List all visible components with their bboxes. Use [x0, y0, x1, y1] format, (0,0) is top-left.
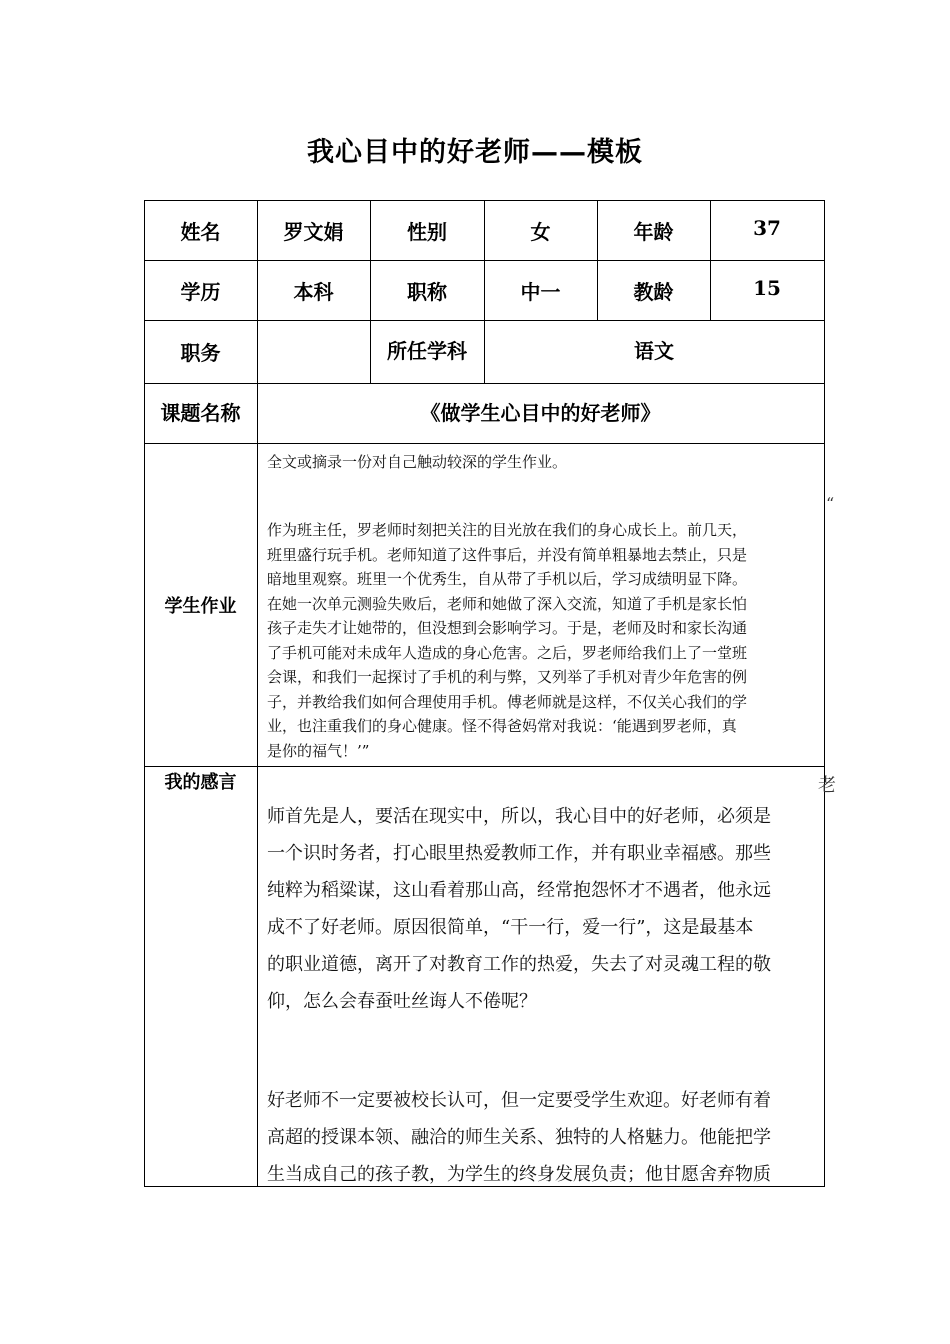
homework-line: 是你的福气！’”	[267, 741, 370, 760]
homework-line: 在她一次单元测验失败后，老师和她做了深入交流，知道了手机是家长怕	[267, 594, 748, 613]
gender-value: 女	[530, 219, 551, 244]
table-border	[824, 200, 825, 1186]
rank-label: 职称	[407, 279, 447, 304]
age-label: 年龄	[633, 219, 674, 244]
reflection-line: 一个识时务者，打心眼里热爱教师工作，并有职业幸福感。那些	[267, 843, 771, 864]
reflection-line: 纯粹为稻粱谋，这山看着那山高，经常抱怨怀才不遇者，他永远	[267, 880, 771, 901]
teaching-years-label: 教龄	[633, 279, 674, 304]
reflection-paragraph-1	[267, 798, 807, 1020]
reflection-paragraph-2	[267, 1082, 807, 1193]
reflection-line: 好老师不一定要被校长认可，但一定要受学生欢迎。好老师有着	[267, 1090, 771, 1111]
position-label: 职务	[180, 341, 221, 365]
homework-line: 会课，和我们一起探讨了手机的利与弊，又列举了手机对青少年危害的例	[267, 668, 748, 686]
subject-label: 所任学科	[387, 338, 467, 363]
topic-value: 《做学生心目中的好老师》	[420, 400, 661, 425]
age-value: 37	[753, 216, 781, 240]
teaching-years-value: 15	[753, 276, 781, 300]
reflection-label: 我的感言	[164, 772, 237, 793]
homework-text	[267, 518, 807, 763]
position-value	[257, 320, 370, 383]
homework-line: 孩子走失才让她带的，但没想到会影响学习。于是，老师及时和家长沟通	[267, 619, 748, 637]
homework-label: 学生作业	[164, 595, 237, 617]
table-border	[144, 766, 825, 767]
name-value: 罗文娟	[283, 219, 344, 244]
name-label: 姓名	[180, 219, 221, 244]
education-value: 本科	[293, 279, 334, 304]
reflection-line: 高超的授课本领、融洽的师生关系、独特的人格魅力。他能把学	[267, 1127, 771, 1148]
reflection-line: 成不了好老师。原因很简单，“干一行，爱一行”，这是最基本	[267, 917, 754, 938]
homework-intro: 全文或摘录一份对自己触动较深的学生作业。	[267, 453, 568, 471]
reflection-line: 生当成自己的孩子教，为学生的终身发展负责；他甘愿舍弃物质	[267, 1164, 771, 1185]
homework-line: 子，并教给我们如何合理使用手机。傅老师就是这样，不仅关心我们的学	[267, 692, 748, 711]
homework-line: 班里盛行玩手机。老师知道了这件事后，并没有简单粗暴地去禁止，只是	[267, 545, 748, 564]
topic-label: 课题名称	[160, 400, 241, 425]
reflection-side-char: 老	[818, 775, 836, 796]
gender-label: 性别	[407, 219, 447, 244]
reflection-line: 师首先是人，要活在现实中，所以，我心目中的好老师，必须是	[267, 806, 771, 827]
page-title: 我心目中的好老师——模板	[307, 137, 643, 168]
homework-line: 了手机可能对未成年人造成的身心危害。之后，罗老师给我们上了一堂班	[267, 643, 748, 662]
reflection-line: 仰，怎么会春蚕吐丝诲人不倦呢？	[267, 991, 537, 1012]
reflection-line: 的职业道德，离开了对教育工作的热爱，失去了对灵魂工程的敬	[267, 954, 771, 975]
homework-line: 暗地里观察。班里一个优秀生，自从带了手机以后，学习成绩明显下降。	[267, 570, 748, 588]
rank-value: 中一	[520, 279, 561, 304]
subject-value: 语文	[634, 338, 674, 363]
homework-line: 作为班主任，罗老师时刻把关注的目光放在我们的身心成长上。前几天，	[267, 521, 748, 539]
education-label: 学历	[180, 279, 221, 304]
homework-line: 业，也注重我们的身心健康。怪不得爸妈常对我说：‘能遇到罗老师，真	[267, 717, 737, 735]
homework-open-quote: “	[826, 494, 835, 513]
